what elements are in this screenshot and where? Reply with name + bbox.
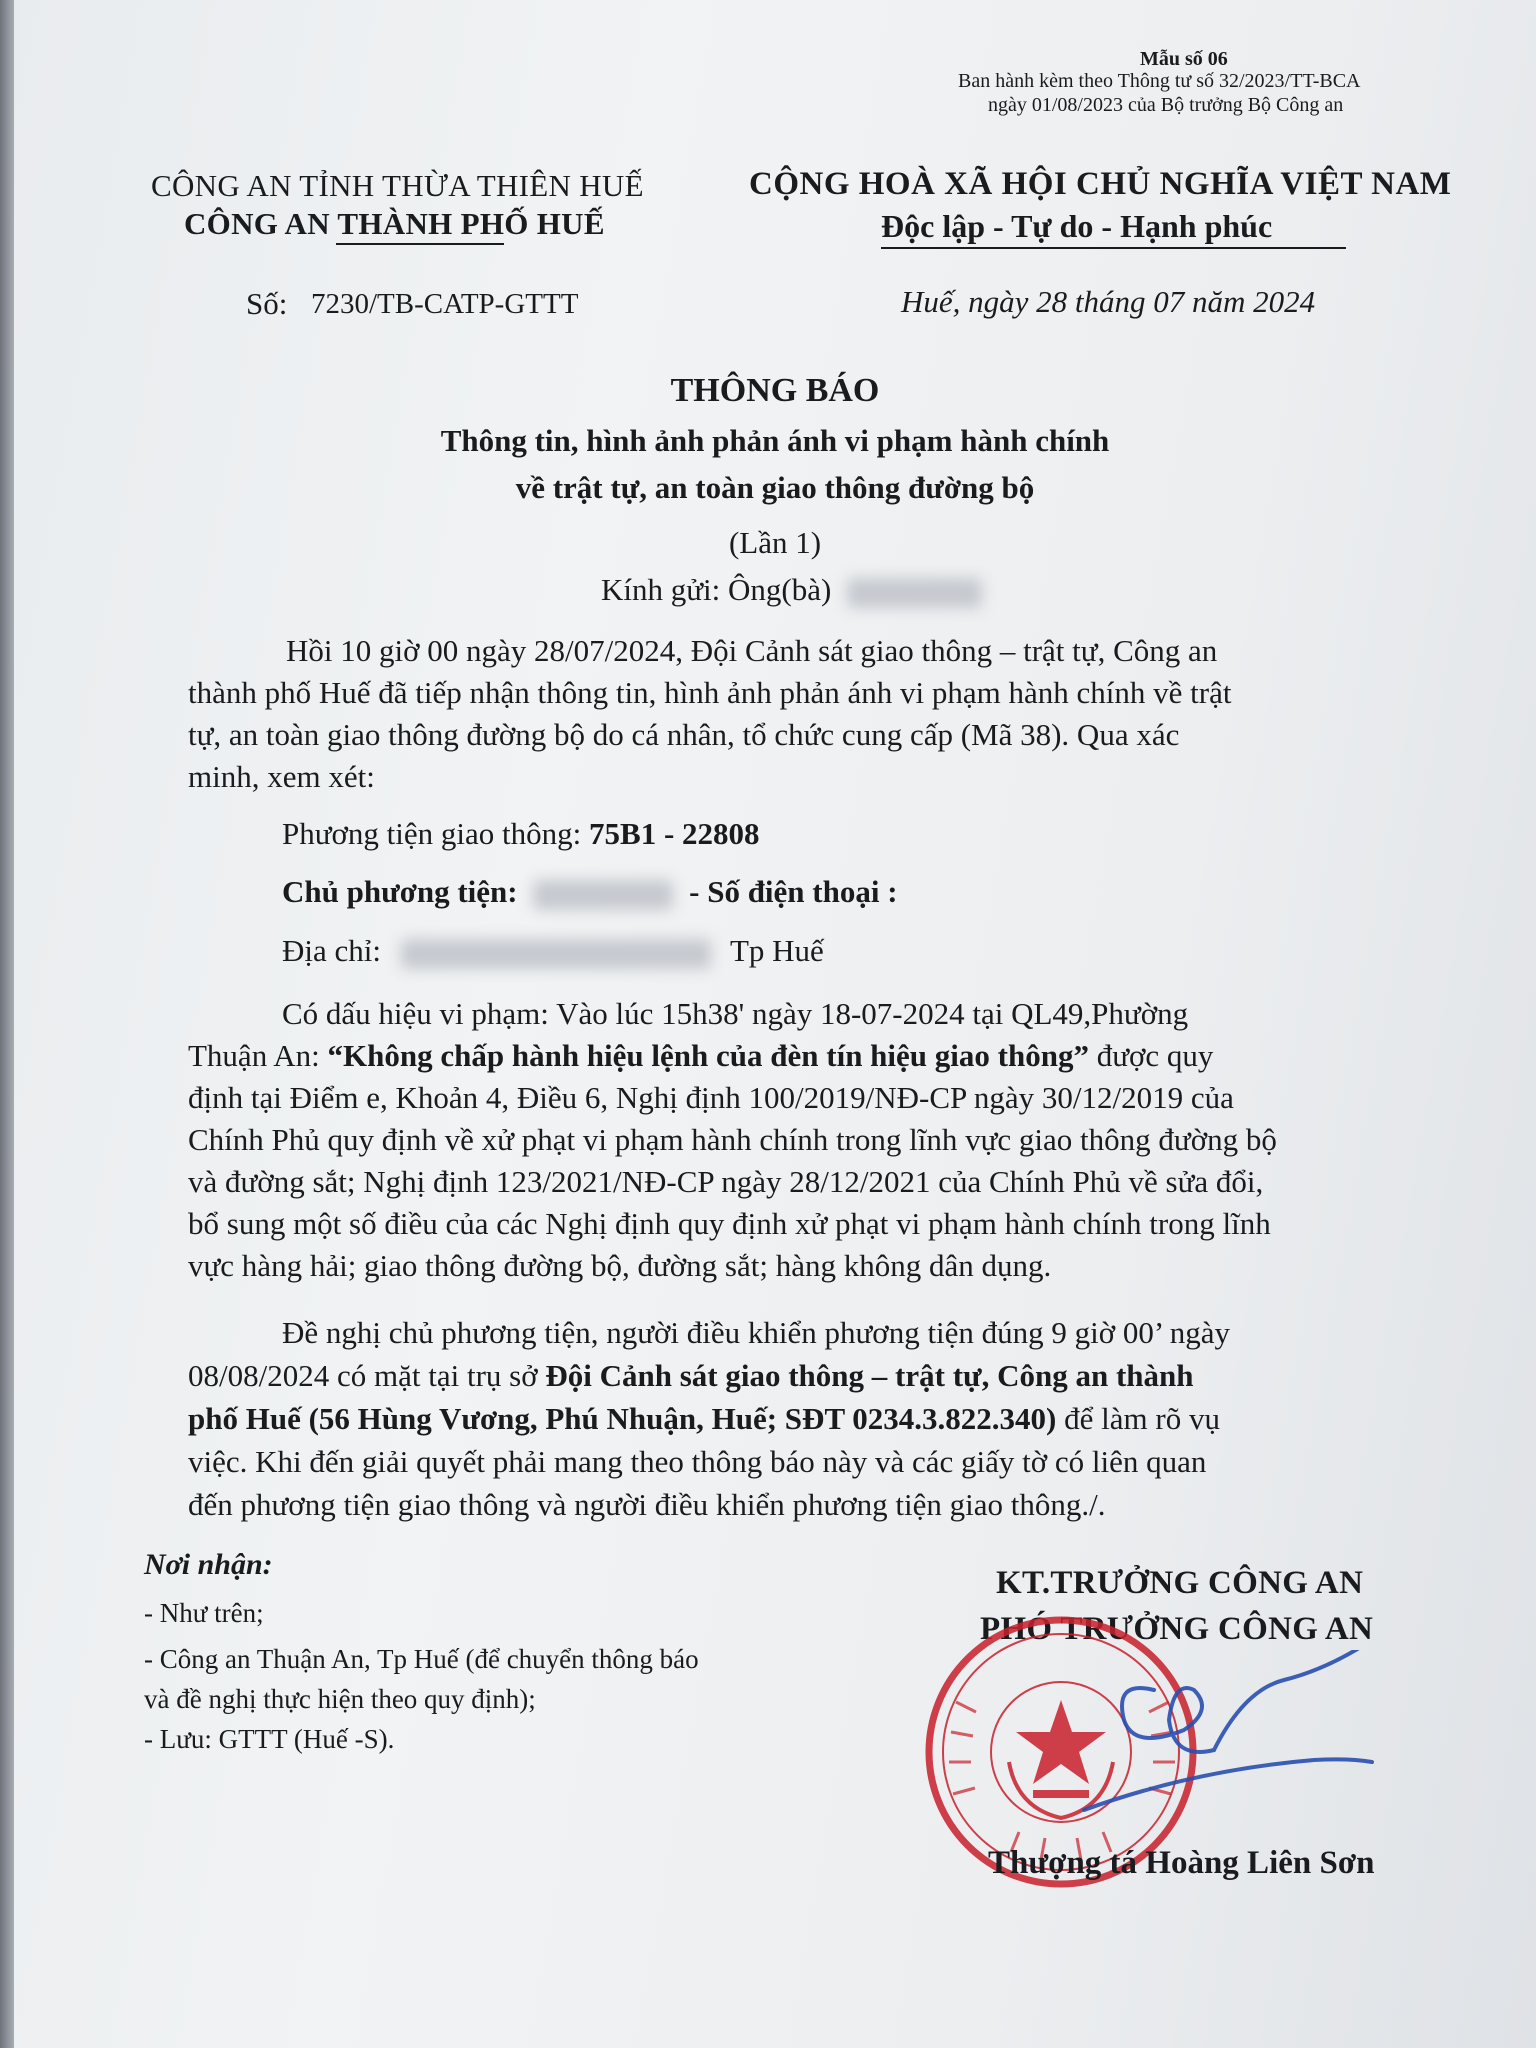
redacted-address xyxy=(401,939,711,969)
violation-line2-tail: được quy xyxy=(1096,1038,1214,1073)
request-line3 xyxy=(188,1401,1220,1437)
violation-line1: Có dấu hiệu vi phạm: Vào lúc 15h38' ngày 18-07-2024 tại QL49,Phường xyxy=(282,996,1189,1031)
attempt-number: (Lần 1) xyxy=(728,525,822,560)
address-label: Địa chỉ: xyxy=(282,933,381,968)
doc-number-label: Số: xyxy=(246,286,288,321)
vehicle-plate: 75B1 - 22808 xyxy=(589,816,760,851)
violation-line3: định tại Điểm e, Khoản 4, Điều 6, Nghị định 100/2019/NĐ-CP ngày 30/12/2019 của xyxy=(188,1080,1234,1115)
document-title: THÔNG BÁO xyxy=(670,372,880,409)
recipient-line1: - Như trên; xyxy=(144,1598,264,1628)
redacted-addressee xyxy=(847,578,982,608)
national-motto: Độc lập - Tự do - Hạnh phúc xyxy=(881,208,1273,244)
request-line1: Đề nghị chủ phương tiện, người điều khiển phương tiện đúng 9 giờ 00’ ngày xyxy=(282,1315,1230,1350)
addressee-label: Kính gửi: Ông(bà) xyxy=(601,572,832,607)
request-office-name: Đội Cảnh sát giao thông – trật tự, Công an thành xyxy=(545,1358,1194,1393)
recipient-line4: - Lưu: GTTT (Huế -S). xyxy=(144,1724,395,1754)
recipient-line3: và đề nghị thực hiện theo quy định); xyxy=(144,1684,536,1714)
address-city: Tp Huế xyxy=(729,933,824,968)
recipients-heading: Nơi nhận: xyxy=(144,1548,273,1581)
para1-line1: Hồi 10 giờ 00 ngày 28/07/2024, Đội Cảnh sát giao thông – trật tự, Công an xyxy=(286,633,1218,668)
request-office-address: phố Huế (56 Hùng Vương, Phú Nhuận, Huế; SĐT 0234.3.822.340) xyxy=(188,1401,1057,1436)
owner-label: Chủ phương tiện: xyxy=(282,874,518,909)
agency-underline xyxy=(336,243,504,245)
para1-line3: tự, an toàn giao thông đường bộ do cá nhân, tổ chức cung cấp (Mã 38). Qua xác xyxy=(188,717,1180,752)
recipient-line2: - Công an Thuận An, Tp Huế (để chuyển thông báo xyxy=(144,1644,699,1674)
place-date: Huế, ngày 28 tháng 07 năm 2024 xyxy=(901,284,1316,319)
vehicle-line xyxy=(282,816,760,852)
agency-name: CÔNG AN THÀNH PHỐ HUẾ xyxy=(184,206,605,241)
redacted-owner xyxy=(533,880,673,910)
signer-name: Thượng tá Hoàng Liên Sơn xyxy=(988,1845,1375,1881)
request-line3-tail: để làm rõ vụ xyxy=(1064,1401,1220,1436)
form-issued-line-1: Ban hành kèm theo Thông tư số 32/2023/TT-BCA xyxy=(958,70,1361,92)
request-line5: đến phương tiện giao thông và người điều khiển phương tiện giao thông./. xyxy=(188,1487,1106,1522)
owner-line xyxy=(282,874,898,910)
doc-number: 7230/TB-CATP-GTTT xyxy=(311,288,579,320)
violation-line2 xyxy=(188,1038,1213,1074)
signer-title-1: KT.TRƯỞNG CÔNG AN xyxy=(996,1565,1364,1601)
phone-label: - Số điện thoại : xyxy=(689,874,898,909)
document-sheet xyxy=(14,0,1536,2048)
form-issued-line-2: ngày 01/08/2023 của Bộ trưởng Bộ Công an xyxy=(988,94,1344,116)
handwritten-signature xyxy=(1074,1650,1374,1830)
violation-line6: bổ sung một số điều của các Nghị định quy định xử phạt vi phạm hành chính trong lĩnh xyxy=(188,1206,1271,1241)
address-line xyxy=(282,933,824,969)
request-line2-start: 08/08/2024 có mặt tại trụ sở xyxy=(188,1358,538,1393)
document-subtitle-2: về trật tự, an toàn giao thông đường bộ xyxy=(515,470,1035,505)
request-line4: việc. Khi đến giải quyết phải mang theo thông báo này và các giấy tờ có liên quan xyxy=(188,1444,1207,1479)
para1-line2: thành phố Huế đã tiếp nhận thông tin, hình ảnh phản ánh vi phạm hành chính về trật xyxy=(188,675,1232,710)
violation-location: Thuận An: xyxy=(188,1038,320,1073)
request-line2 xyxy=(188,1358,1194,1394)
violation-description: “Không chấp hành hiệu lệnh của đèn tín hiệu giao thông” xyxy=(327,1038,1089,1073)
violation-line7: vực hàng hải; giao thông đường bộ, đường sắt; hàng không dân dụng. xyxy=(188,1248,1052,1283)
vehicle-label: Phương tiện giao thông: xyxy=(282,816,582,851)
motto-underline xyxy=(881,247,1346,249)
signer-title-2: PHÓ TRƯỞNG CÔNG AN xyxy=(980,1611,1374,1647)
violation-line5: và đường sắt; Nghị định 123/2021/NĐ-CP ngày 28/12/2021 của Chính Phủ về sửa đổi, xyxy=(188,1164,1264,1199)
agency-parent: CÔNG AN TỈNH THỪA THIÊN HUẾ xyxy=(151,168,644,203)
violation-line4: Chính Phủ quy định về xử phạt vi phạm hành chính trong lĩnh vực giao thông đường bộ xyxy=(188,1122,1277,1157)
document-subtitle-1: Thông tin, hình ảnh phản ánh vi phạm hành chính xyxy=(440,423,1110,458)
nation-title: CỘNG HOÀ XÃ HỘI CHỦ NGHĨA VIỆT NAM xyxy=(749,166,1452,202)
page-edge-shadow xyxy=(0,0,14,2048)
para1-line4: minh, xem xét: xyxy=(188,759,375,794)
addressee-line xyxy=(601,572,982,608)
form-number: Mẫu số 06 xyxy=(1140,48,1228,70)
